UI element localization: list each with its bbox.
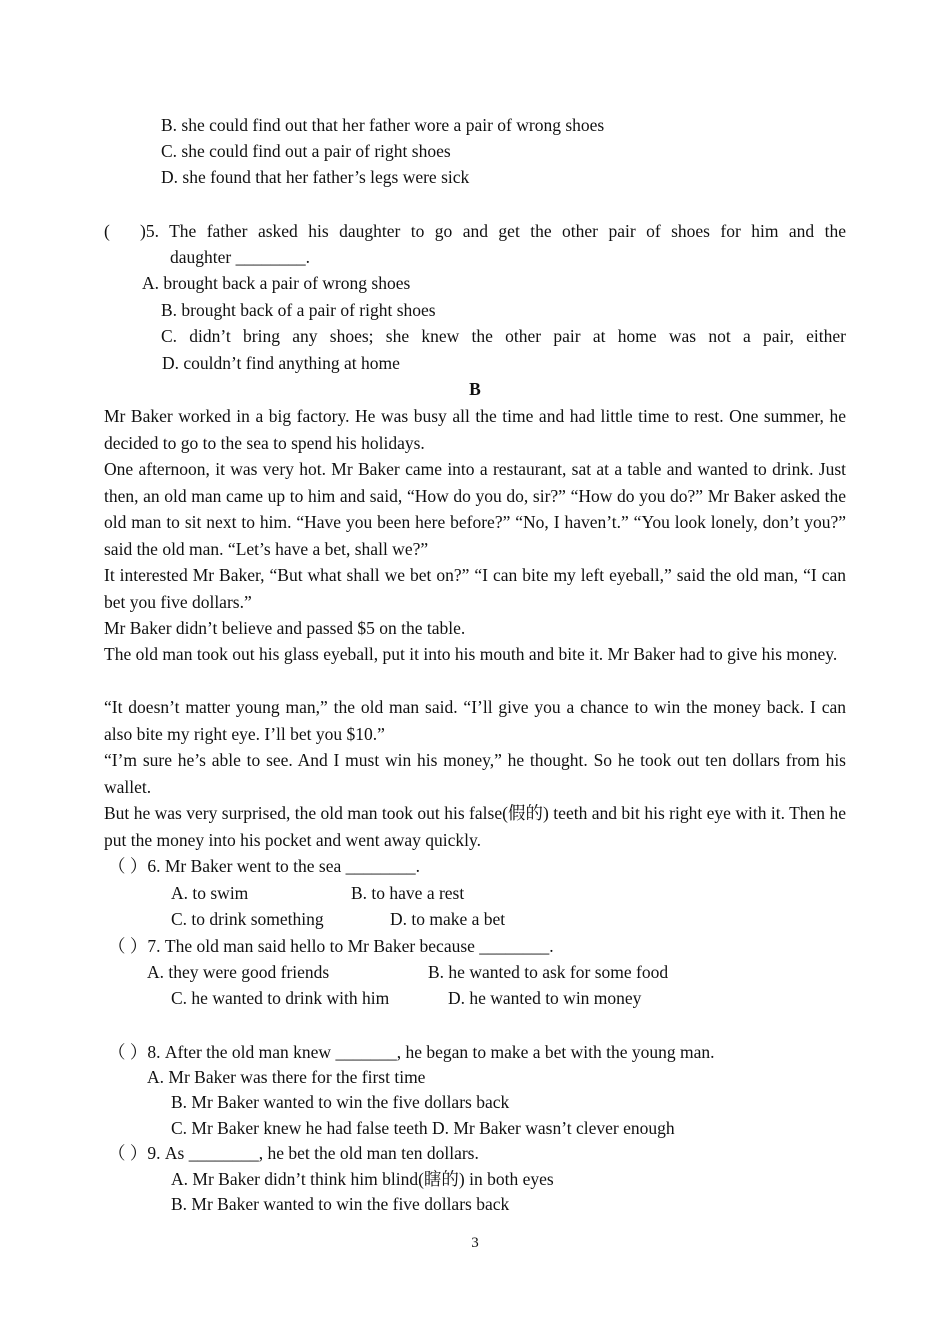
q9-option-a: A. Mr Baker didn’t think him blind(瞎的) in both eyes [171,1169,554,1189]
q6-stem: （ ）6. Mr Baker went to the sea ________. [108,856,421,876]
q8-stem: （ ）8. After the old man knew _______, he began to make a bet with the young man. [108,1042,715,1062]
q6-option-d: D. to make a bet [390,909,506,929]
q4-option-c: C. she could find out a pair of right shoes [161,141,451,161]
section-b-heading: B [469,379,481,399]
q8-option-cd: C. Mr Baker knew he had false teeth D. Mr Baker wasn’t clever enough [171,1118,675,1138]
page-number: 3 [471,1235,479,1251]
q7-stem: （ ）7. The old man said hello to Mr Baker because ________. [108,936,554,956]
q7-option-b: B. he wanted to ask for some food [428,962,669,982]
q5-option-b: B. brought back of a pair of right shoes [161,300,436,320]
passage-paragraph: Mr Baker worked in a big factory. He was busy all the time and had little time to rest. One summer, he decided to go to the sea to spend his holidays. [104,406,846,453]
q5-option-c: C. didn’t bring any shoes; she knew the other pair at home was not a pair, either [161,326,846,346]
q4-option-b: B. she could find out that her father wore a pair of wrong shoes [161,115,605,135]
passage-paragraph: But he was very surprised, the old man took out his false(假的) teeth and bit his right eye with it. Then he put the money into his pocket and went away quickly. [104,803,846,850]
q5-stem: )5. The father asked his daughter to go and get the other pair of shoes for him and the [140,221,846,241]
passage-paragraph: “It doesn’t matter young man,” the old man said. “I’ll give you a chance to win the money back. I can also bite my right eye. I’ll bet you $10.” [104,697,846,744]
passage-paragraph: Mr Baker didn’t believe and passed $5 on the table. [104,618,466,638]
passage-paragraph: “I’m sure he’s able to see. And I must win his money,” he thought. So he took out ten dollars from his wallet. [104,750,846,797]
q7-option-a: A. they were good friends [147,962,330,982]
q8-option-b: B. Mr Baker wanted to win the five dollars back [171,1092,510,1112]
q4-option-d: D. she found that her father’s legs were sick [161,167,470,187]
passage-paragraph: One afternoon, it was very hot. Mr Baker came into a restaurant, sat at a table and wanted to drink. Just then, an old man came up to him and said, “How do you do, sir?” “How do you do?” Mr Baker asked the old man to sit next to him. “Have you been here before?” “No, I haven’t.” “You look lonely, don’t you?” said the old man. “Let’s have a bet, shall we?” [104,459,846,559]
q5-option-a: A. brought back a pair of wrong shoes [142,273,411,293]
q5-stem-cont: daughter ________. [170,247,310,267]
q6-option-a: A. to swim [171,883,249,903]
q6-option-b: B. to have a rest [351,883,465,903]
q5-paren: ( [104,221,110,241]
q6-option-c: C. to drink something [171,909,324,929]
q9-option-b: B. Mr Baker wanted to win the five dollars back [171,1194,510,1214]
q7-option-c: C. he wanted to drink with him [171,988,390,1008]
q5-option-d: D. couldn’t find anything at home [162,353,400,373]
q8-option-a: A. Mr Baker was there for the first time [147,1067,426,1087]
q9-stem: （ ）9. As ________, he bet the old man ten dollars. [108,1143,479,1163]
passage-paragraph: It interested Mr Baker, “But what shall we bet on?” “I can bite my left eyeball,” said the old man, “I can bet you five dollars.” [104,565,846,612]
q7-option-d: D. he wanted to win money [448,988,642,1008]
passage-paragraph: The old man took out his glass eyeball, put it into his mouth and bite it. Mr Baker had to give his money. [104,644,838,664]
